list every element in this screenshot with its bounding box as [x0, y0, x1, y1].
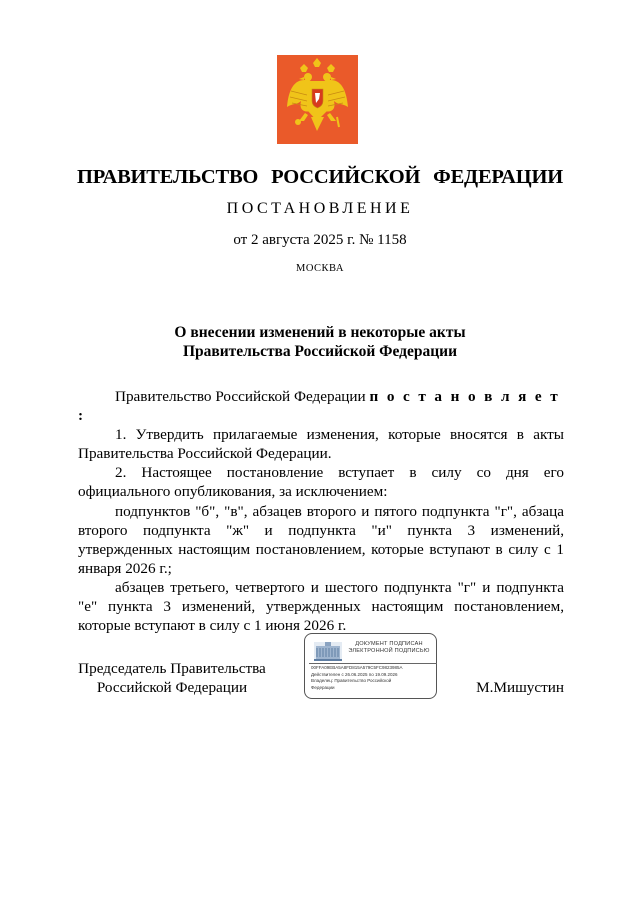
position-line-1: Председатель Правительства	[78, 660, 266, 677]
stamp-title-line-1: ДОКУМЕНТ ПОДПИСАН	[355, 641, 423, 647]
double-headed-eagle-icon	[277, 55, 358, 144]
electronic-signature-stamp	[304, 633, 437, 699]
stamp-divider	[309, 663, 437, 664]
stamp-title	[343, 641, 435, 655]
signatory-name: М.Мишустин	[476, 679, 564, 696]
resolves-text: п о с т а н о в л я е т :	[78, 388, 561, 425]
stamp-owner-line-2: Федерации	[311, 684, 335, 690]
paragraph-1: 1. Утвердить прилагаемые изменения, которые вносятся в акты Правительства Российской Федерации.	[78, 426, 564, 463]
paragraph-2: 2. Настоящее постановление вступает в силу со дня его официального опубликования, за исключением:	[78, 464, 564, 501]
date-and-number: от 2 августа 2025 г. № 1158	[233, 232, 407, 248]
document-title	[0, 323, 640, 361]
stamp-info	[311, 665, 435, 691]
intro-text: Правительство Российской Федерации	[115, 388, 366, 405]
title-line-2: Правительства Российской Федерации	[182, 343, 458, 360]
stamp-certificate: 00FFA09EBA5A8FD815A579C5FC9823985A	[311, 665, 403, 670]
intro-paragraph	[78, 387, 564, 425]
stamp-owner-line-1: Владелец: Правительство Российской	[311, 678, 392, 684]
stamp-validity: Действителен с 26.06.2025 по 19.09.2026	[311, 671, 398, 677]
government-heading: ПРАВИТЕЛЬСТВО РОССИЙСКОЙ ФЕДЕРАЦИИ	[77, 166, 563, 188]
document-body	[78, 387, 564, 635]
stamp-title-line-2: ЭЛЕКТРОННОЙ ПОДПИСЬЮ	[348, 648, 430, 654]
position-line-2: Российской Федерации	[96, 678, 248, 696]
title-line-1: О внесении изменений в некоторые акты	[174, 324, 466, 341]
paragraph-4: абзацев третьего, четвертого и шестого подпункта "г" и подпункта "е" пункта 3 изменений, утвержденных настоящим постановлением, которые вступают в силу с 1 июня 2026 г.	[78, 578, 564, 635]
paragraph-3: подпунктов "б", "в", абзацев второго и пятого подпункта "г", абзаца второго подпункта "ж" и подпункта "и" пункта 3 изменений, утвержденных настоящим постановлением, которые вступают в силу с 1 января 2026 г.;	[78, 502, 564, 577]
document-type: ПОСТАНОВЛЕНИЕ	[226, 200, 414, 217]
government-building-icon	[313, 640, 343, 662]
coat-of-arms-emblem	[277, 55, 358, 144]
city: МОСКВА	[296, 263, 344, 274]
signatory-position	[78, 660, 266, 697]
